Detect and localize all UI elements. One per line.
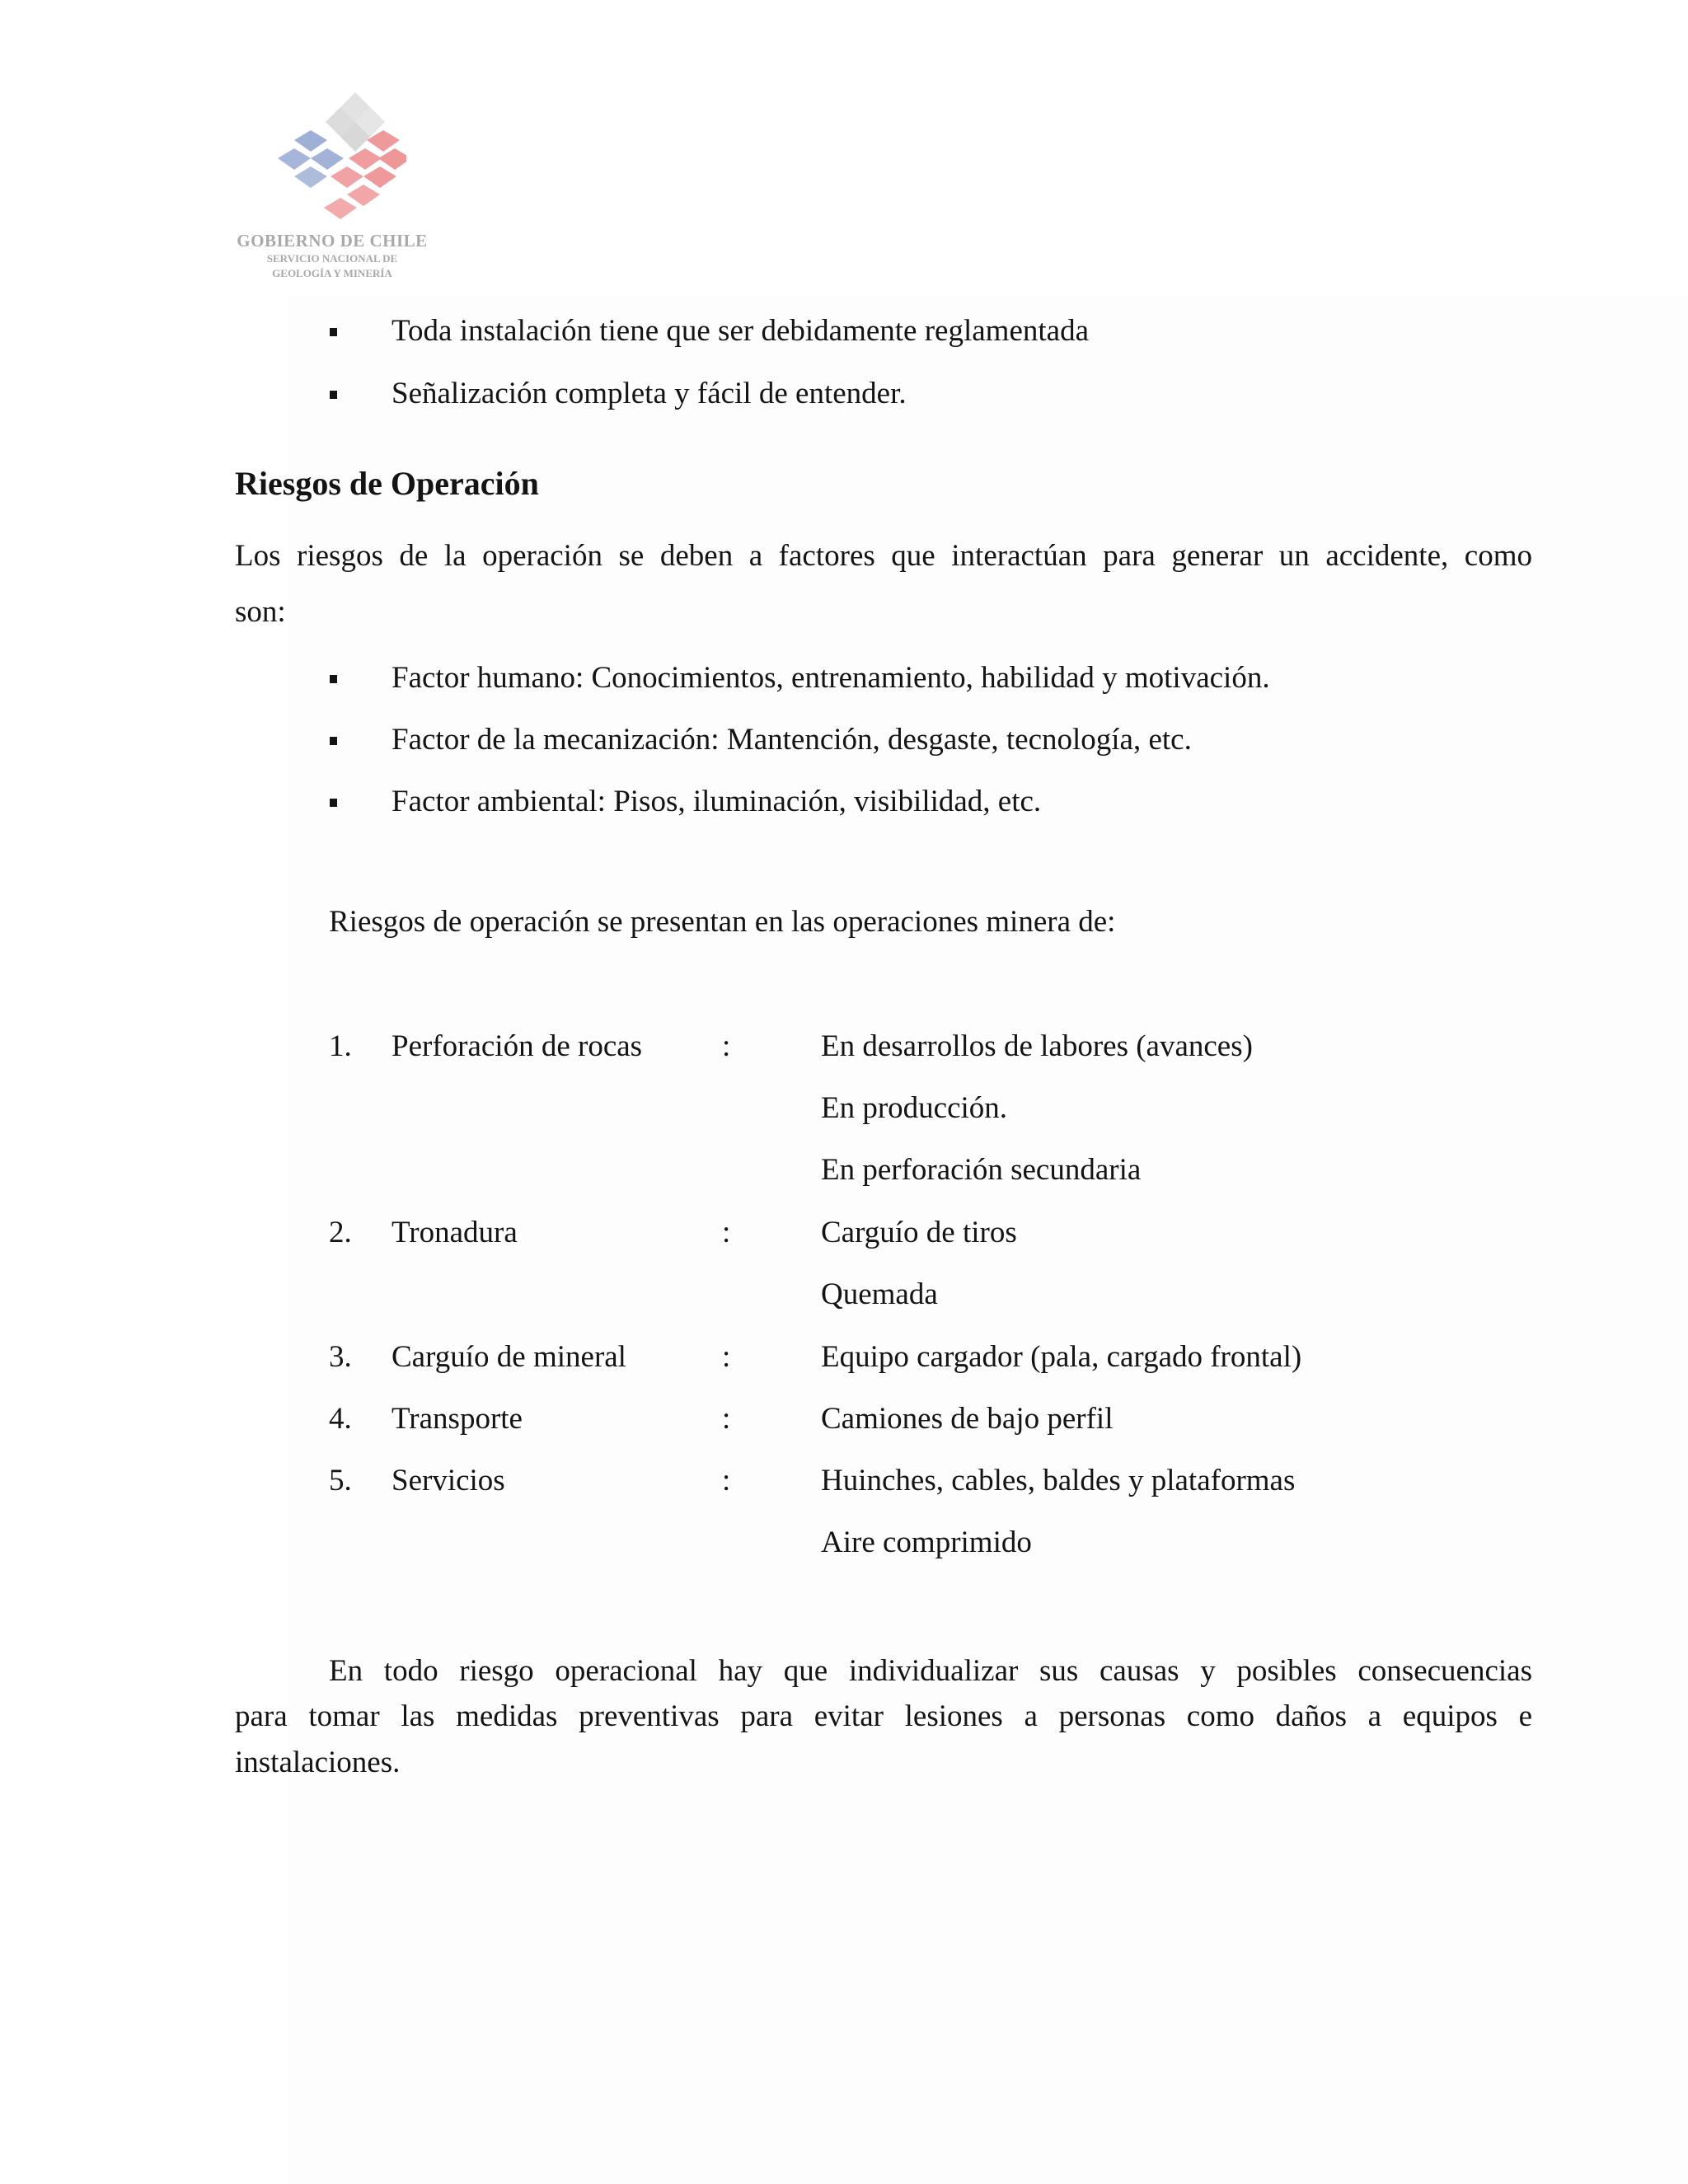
closing-paragraph-line-1: En todo riesgo operacional hay que individualizar sus causas y posibles consecuencias <box>329 1654 1532 1688</box>
bullet-marker <box>330 391 337 399</box>
operation-detail: Quemada <box>821 1277 938 1311</box>
operation-detail: Aire comprimido <box>821 1526 1032 1559</box>
operation-colon: : <box>722 1402 731 1436</box>
operations-intro: Riesgos de operación se presentan en las operaciones minera de: <box>329 905 1116 939</box>
bullet-marker <box>330 328 337 336</box>
gobierno-de-chile-logo <box>233 89 439 287</box>
operation-number: 2. <box>329 1216 352 1249</box>
operation-number: 1. <box>329 1029 352 1063</box>
intro-paragraph-line-2: son: <box>235 595 286 629</box>
operation-detail: Carguío de tiros <box>821 1216 1017 1249</box>
operation-detail: En perforación secundaria <box>821 1153 1142 1187</box>
operation-colon: : <box>722 1464 731 1497</box>
closing-paragraph-line-3: instalaciones. <box>235 1746 401 1779</box>
bullet-text: Señalización completa y fácil de entender. <box>392 377 907 410</box>
logo-subtitle-2: GEOLOGÍA Y MINERÍA <box>272 267 392 279</box>
closing-paragraph-line-2: para tomar las medidas preventivas para evitar lesiones a personas como daños a equipos e <box>235 1699 1532 1733</box>
factor-bullet-text: Factor humano: Conocimientos, entrenamiento, habilidad y motivación. <box>392 661 1270 695</box>
operation-number: 3. <box>329 1340 352 1374</box>
logo-emblem-icon <box>258 89 406 229</box>
operation-detail: En producción. <box>821 1091 1008 1125</box>
operation-colon: : <box>722 1216 731 1249</box>
operation-name: Transporte <box>392 1402 523 1436</box>
operation-number: 4. <box>329 1402 352 1436</box>
operation-name: Servicios <box>392 1464 505 1497</box>
operation-detail: En desarrollos de labores (avances) <box>821 1029 1253 1063</box>
operation-number: 5. <box>329 1464 352 1497</box>
operation-name: Perforación de rocas <box>392 1029 643 1063</box>
bullet-marker <box>330 737 337 745</box>
section-heading: Riesgos de Operación <box>235 465 539 502</box>
operation-name: Carguío de mineral <box>392 1340 626 1374</box>
factor-bullet-text: Factor ambiental: Pisos, iluminación, visibilidad, etc. <box>392 785 1042 818</box>
intro-paragraph-line-1: Los riesgos de la operación se deben a factores que interactúan para generar un accidente, como <box>235 539 1532 573</box>
operation-colon: : <box>722 1029 731 1063</box>
operation-detail: Equipo cargador (pala, cargado frontal) <box>821 1340 1302 1374</box>
bullet-text: Toda instalación tiene que ser debidamente reglamentada <box>392 314 1089 348</box>
operation-name: Tronadura <box>392 1216 518 1249</box>
logo-subtitle-1: SERVICIO NACIONAL DE <box>266 252 398 265</box>
operation-colon: : <box>722 1340 731 1374</box>
logo-title: GOBIERNO DE CHILE <box>237 231 428 251</box>
bullet-marker <box>330 799 337 807</box>
operation-detail: Camiones de bajo perfil <box>821 1402 1114 1436</box>
operation-detail: Huinches, cables, baldes y plataformas <box>821 1464 1296 1497</box>
bullet-marker <box>330 675 337 683</box>
factor-bullet-text: Factor de la mecanización: Mantención, desgaste, tecnología, etc. <box>392 723 1192 757</box>
